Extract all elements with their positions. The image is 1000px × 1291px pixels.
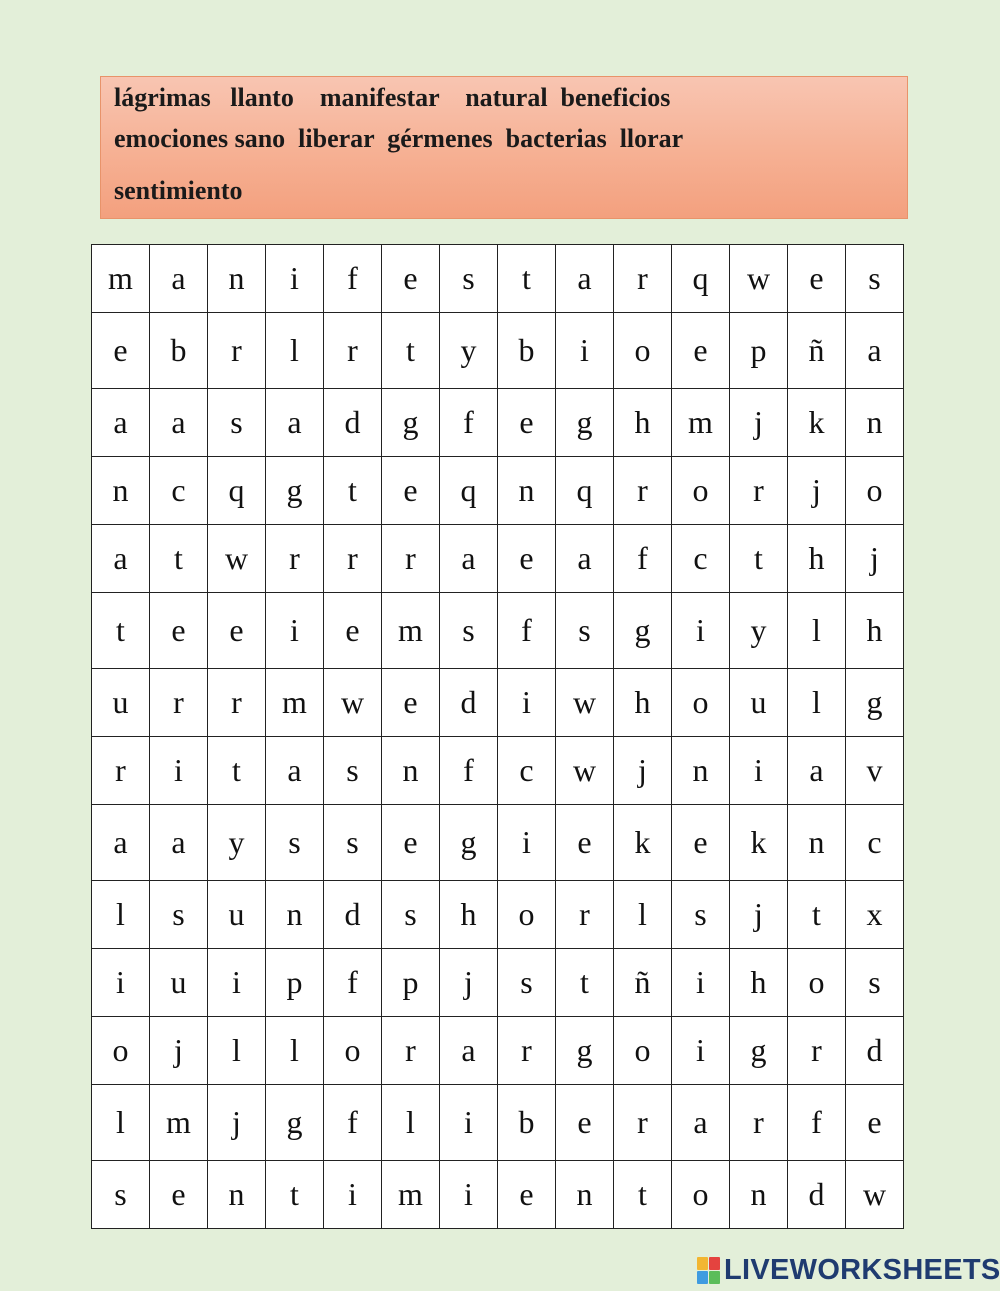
grid-cell[interactable]: l bbox=[382, 1085, 440, 1161]
grid-cell[interactable]: r bbox=[324, 525, 382, 593]
grid-cell[interactable]: a bbox=[846, 313, 904, 389]
grid-cell[interactable]: b bbox=[498, 313, 556, 389]
grid-cell[interactable]: d bbox=[788, 1161, 846, 1229]
grid-cell[interactable]: o bbox=[672, 1161, 730, 1229]
grid-cell[interactable]: a bbox=[150, 389, 208, 457]
grid-cell[interactable]: w bbox=[324, 669, 382, 737]
grid-cell[interactable]: e bbox=[498, 1161, 556, 1229]
grid-cell[interactable]: c bbox=[150, 457, 208, 525]
grid-cell[interactable]: n bbox=[208, 1161, 266, 1229]
grid-cell[interactable]: e bbox=[672, 805, 730, 881]
grid-cell[interactable]: d bbox=[324, 389, 382, 457]
grid-cell[interactable]: l bbox=[92, 881, 150, 949]
grid-cell[interactable]: u bbox=[208, 881, 266, 949]
grid-cell[interactable]: i bbox=[556, 313, 614, 389]
grid-cell[interactable]: e bbox=[150, 593, 208, 669]
grid-cell[interactable]: s bbox=[498, 949, 556, 1017]
grid-cell[interactable]: n bbox=[266, 881, 324, 949]
grid-cell[interactable]: i bbox=[324, 1161, 382, 1229]
grid-row bbox=[92, 1161, 904, 1229]
grid-row bbox=[92, 525, 904, 593]
grid-cell[interactable]: e bbox=[382, 805, 440, 881]
grid-cell[interactable]: i bbox=[208, 949, 266, 1017]
grid-cell[interactable]: t bbox=[614, 1161, 672, 1229]
grid-cell[interactable]: r bbox=[150, 669, 208, 737]
grid-cell[interactable]: s bbox=[440, 593, 498, 669]
grid-cell[interactable]: j bbox=[208, 1085, 266, 1161]
grid-cell[interactable]: e bbox=[846, 1085, 904, 1161]
grid-cell[interactable]: u bbox=[150, 949, 208, 1017]
grid-row bbox=[92, 593, 904, 669]
grid-cell[interactable]: l bbox=[266, 1017, 324, 1085]
grid-cell[interactable]: j bbox=[440, 949, 498, 1017]
grid-cell[interactable]: w bbox=[208, 525, 266, 593]
grid-cell[interactable]: y bbox=[440, 313, 498, 389]
logo-block bbox=[709, 1257, 720, 1270]
grid-cell[interactable]: t bbox=[266, 1161, 324, 1229]
logo-text: LIVEWORKSHEETS bbox=[724, 1254, 1000, 1286]
grid-cell[interactable]: f bbox=[614, 525, 672, 593]
grid-cell[interactable]: j bbox=[846, 525, 904, 593]
grid-cell[interactable]: g bbox=[556, 389, 614, 457]
grid-cell[interactable]: w bbox=[730, 245, 788, 313]
grid-cell[interactable]: r bbox=[614, 245, 672, 313]
grid-cell[interactable]: i bbox=[92, 949, 150, 1017]
grid-cell[interactable]: l bbox=[92, 1085, 150, 1161]
grid-cell[interactable]: o bbox=[614, 313, 672, 389]
grid-cell[interactable]: g bbox=[266, 457, 324, 525]
grid-cell[interactable]: h bbox=[730, 949, 788, 1017]
grid-cell[interactable]: ñ bbox=[614, 949, 672, 1017]
grid-cell[interactable]: e bbox=[382, 669, 440, 737]
grid-cell[interactable]: s bbox=[92, 1161, 150, 1229]
grid-cell[interactable]: s bbox=[208, 389, 266, 457]
grid-cell[interactable]: m bbox=[150, 1085, 208, 1161]
grid-cell[interactable]: n bbox=[382, 737, 440, 805]
grid-cell[interactable]: k bbox=[614, 805, 672, 881]
grid-cell[interactable]: c bbox=[846, 805, 904, 881]
grid-cell[interactable]: a bbox=[150, 245, 208, 313]
grid-cell[interactable]: a bbox=[266, 389, 324, 457]
grid-cell[interactable]: g bbox=[846, 669, 904, 737]
grid-cell[interactable]: e bbox=[672, 313, 730, 389]
grid-cell[interactable]: t bbox=[788, 881, 846, 949]
grid-cell[interactable]: o bbox=[788, 949, 846, 1017]
grid-cell[interactable]: i bbox=[266, 245, 324, 313]
grid-cell[interactable]: t bbox=[498, 245, 556, 313]
word-bank-line: emociones sano liberar gérmenes bacterias llorar bbox=[114, 124, 684, 153]
grid-cell[interactable]: m bbox=[266, 669, 324, 737]
grid-cell[interactable]: r bbox=[498, 1017, 556, 1085]
grid-cell[interactable]: p bbox=[382, 949, 440, 1017]
grid-cell[interactable]: e bbox=[556, 805, 614, 881]
grid-row bbox=[92, 245, 904, 313]
grid-cell[interactable]: r bbox=[614, 457, 672, 525]
grid-cell[interactable]: r bbox=[208, 313, 266, 389]
grid-cell[interactable]: l bbox=[614, 881, 672, 949]
grid-cell[interactable]: o bbox=[614, 1017, 672, 1085]
grid-cell[interactable]: f bbox=[324, 245, 382, 313]
grid-cell[interactable]: r bbox=[266, 525, 324, 593]
grid-cell[interactable]: s bbox=[672, 881, 730, 949]
grid-cell[interactable]: a bbox=[556, 525, 614, 593]
grid-cell[interactable]: s bbox=[846, 245, 904, 313]
grid-cell[interactable]: r bbox=[614, 1085, 672, 1161]
grid-cell[interactable]: a bbox=[440, 525, 498, 593]
grid-cell[interactable]: r bbox=[788, 1017, 846, 1085]
grid-cell[interactable]: o bbox=[92, 1017, 150, 1085]
grid-cell[interactable]: v bbox=[846, 737, 904, 805]
liveworksheets-logo bbox=[697, 1254, 1000, 1287]
grid-cell[interactable]: r bbox=[556, 881, 614, 949]
grid-cell[interactable]: i bbox=[440, 1085, 498, 1161]
logo-block bbox=[697, 1257, 708, 1270]
grid-row bbox=[92, 737, 904, 805]
grid-cell[interactable]: a bbox=[92, 805, 150, 881]
grid-cell[interactable]: p bbox=[266, 949, 324, 1017]
grid-cell[interactable]: t bbox=[92, 593, 150, 669]
grid-cell[interactable]: o bbox=[672, 457, 730, 525]
grid-cell[interactable]: e bbox=[92, 313, 150, 389]
grid-cell[interactable]: t bbox=[382, 313, 440, 389]
grid-cell[interactable]: j bbox=[788, 457, 846, 525]
grid-cell[interactable]: a bbox=[440, 1017, 498, 1085]
grid-cell[interactable]: i bbox=[440, 1161, 498, 1229]
grid-cell[interactable]: t bbox=[730, 525, 788, 593]
grid-cell[interactable]: r bbox=[730, 457, 788, 525]
grid-row bbox=[92, 457, 904, 525]
grid-cell[interactable]: c bbox=[498, 737, 556, 805]
grid-row bbox=[92, 389, 904, 457]
grid-cell[interactable]: d bbox=[846, 1017, 904, 1085]
grid-cell[interactable]: e bbox=[556, 1085, 614, 1161]
logo-blocks-icon bbox=[697, 1257, 720, 1284]
grid-cell[interactable]: x bbox=[846, 881, 904, 949]
grid-cell[interactable]: o bbox=[672, 669, 730, 737]
grid-cell[interactable]: r bbox=[208, 669, 266, 737]
grid-cell[interactable]: g bbox=[440, 805, 498, 881]
grid-cell[interactable]: f bbox=[788, 1085, 846, 1161]
grid-cell[interactable]: a bbox=[92, 389, 150, 457]
grid-cell[interactable]: f bbox=[440, 389, 498, 457]
grid-cell[interactable]: a bbox=[672, 1085, 730, 1161]
grid-cell[interactable]: g bbox=[382, 389, 440, 457]
grid-cell[interactable]: e bbox=[382, 457, 440, 525]
grid-cell[interactable]: s bbox=[440, 245, 498, 313]
grid-cell[interactable]: i bbox=[730, 737, 788, 805]
grid-cell[interactable]: j bbox=[730, 389, 788, 457]
grid-cell[interactable]: n bbox=[672, 737, 730, 805]
grid-cell[interactable]: s bbox=[324, 737, 382, 805]
grid-cell[interactable]: n bbox=[846, 389, 904, 457]
grid-cell[interactable]: h bbox=[614, 389, 672, 457]
grid-cell[interactable]: g bbox=[556, 1017, 614, 1085]
grid-cell[interactable]: h bbox=[846, 593, 904, 669]
grid-cell[interactable]: i bbox=[266, 593, 324, 669]
grid-cell[interactable]: r bbox=[324, 313, 382, 389]
grid-cell[interactable]: i bbox=[498, 805, 556, 881]
grid-cell[interactable]: o bbox=[846, 457, 904, 525]
grid-cell[interactable]: w bbox=[846, 1161, 904, 1229]
word-search-grid bbox=[91, 244, 904, 1229]
grid-cell[interactable]: y bbox=[208, 805, 266, 881]
grid-cell[interactable]: e bbox=[498, 525, 556, 593]
grid-cell[interactable]: e bbox=[208, 593, 266, 669]
grid-cell[interactable]: l bbox=[788, 593, 846, 669]
grid-cell[interactable]: s bbox=[556, 593, 614, 669]
grid-cell[interactable]: k bbox=[788, 389, 846, 457]
grid-cell[interactable]: p bbox=[730, 313, 788, 389]
grid-cell[interactable]: t bbox=[208, 737, 266, 805]
grid-cell[interactable]: e bbox=[150, 1161, 208, 1229]
grid-cell[interactable]: j bbox=[614, 737, 672, 805]
grid-cell[interactable]: h bbox=[440, 881, 498, 949]
grid-cell[interactable]: y bbox=[730, 593, 788, 669]
grid-cell[interactable]: d bbox=[324, 881, 382, 949]
grid-cell[interactable]: i bbox=[672, 593, 730, 669]
grid-cell[interactable]: l bbox=[266, 313, 324, 389]
grid-row bbox=[92, 949, 904, 1017]
grid-cell[interactable]: a bbox=[150, 805, 208, 881]
grid-cell[interactable]: q bbox=[672, 245, 730, 313]
grid-cell[interactable]: i bbox=[672, 949, 730, 1017]
logo-block bbox=[709, 1271, 720, 1284]
grid-cell[interactable]: s bbox=[150, 881, 208, 949]
grid-cell[interactable]: a bbox=[92, 525, 150, 593]
grid-cell[interactable]: i bbox=[498, 669, 556, 737]
grid-cell[interactable]: o bbox=[498, 881, 556, 949]
grid-cell[interactable]: m bbox=[672, 389, 730, 457]
grid-cell[interactable]: e bbox=[788, 245, 846, 313]
grid-cell[interactable]: b bbox=[150, 313, 208, 389]
grid-cell[interactable]: ñ bbox=[788, 313, 846, 389]
grid-cell[interactable]: n bbox=[788, 805, 846, 881]
grid-cell[interactable]: n bbox=[498, 457, 556, 525]
grid-cell[interactable]: d bbox=[440, 669, 498, 737]
grid-row bbox=[92, 881, 904, 949]
grid-cell[interactable]: o bbox=[324, 1017, 382, 1085]
grid-cell[interactable]: n bbox=[730, 1161, 788, 1229]
grid-cell[interactable]: g bbox=[266, 1085, 324, 1161]
grid-cell[interactable]: g bbox=[730, 1017, 788, 1085]
grid-cell[interactable]: e bbox=[382, 245, 440, 313]
grid-cell[interactable]: u bbox=[730, 669, 788, 737]
grid-cell[interactable]: i bbox=[150, 737, 208, 805]
grid-cell[interactable]: w bbox=[556, 737, 614, 805]
grid-cell[interactable]: a bbox=[788, 737, 846, 805]
grid-cell[interactable]: f bbox=[440, 737, 498, 805]
grid-cell[interactable]: q bbox=[440, 457, 498, 525]
grid-cell[interactable]: r bbox=[730, 1085, 788, 1161]
word-bank-line: lágrimas llanto manifestar natural beneficios bbox=[114, 83, 671, 112]
grid-cell[interactable]: n bbox=[92, 457, 150, 525]
grid-cell[interactable]: m bbox=[92, 245, 150, 313]
grid-cell[interactable]: e bbox=[324, 593, 382, 669]
grid-row bbox=[92, 1085, 904, 1161]
grid-cell[interactable]: a bbox=[556, 245, 614, 313]
grid-cell[interactable]: e bbox=[498, 389, 556, 457]
grid-cell[interactable]: s bbox=[324, 805, 382, 881]
grid-cell[interactable]: l bbox=[788, 669, 846, 737]
grid-cell[interactable]: l bbox=[208, 1017, 266, 1085]
grid-cell[interactable]: q bbox=[208, 457, 266, 525]
grid-cell[interactable]: s bbox=[266, 805, 324, 881]
grid-cell[interactable]: k bbox=[730, 805, 788, 881]
word-bank-box bbox=[100, 76, 908, 219]
grid-cell[interactable]: f bbox=[498, 593, 556, 669]
logo-block bbox=[697, 1271, 708, 1284]
grid-cell[interactable]: s bbox=[382, 881, 440, 949]
grid-cell[interactable]: n bbox=[208, 245, 266, 313]
grid-cell[interactable]: f bbox=[324, 949, 382, 1017]
grid-cell[interactable]: q bbox=[556, 457, 614, 525]
grid-cell[interactable]: m bbox=[382, 593, 440, 669]
grid-cell[interactable]: h bbox=[788, 525, 846, 593]
grid-cell[interactable]: n bbox=[556, 1161, 614, 1229]
grid-cell[interactable]: f bbox=[324, 1085, 382, 1161]
grid-cell[interactable]: r bbox=[382, 1017, 440, 1085]
grid-cell[interactable]: g bbox=[614, 593, 672, 669]
grid-row bbox=[92, 1017, 904, 1085]
grid-cell[interactable]: r bbox=[92, 737, 150, 805]
grid-cell[interactable]: r bbox=[382, 525, 440, 593]
grid-cell[interactable]: w bbox=[556, 669, 614, 737]
grid-row bbox=[92, 669, 904, 737]
word-bank-line: sentimiento bbox=[114, 176, 243, 205]
grid-cell[interactable]: c bbox=[672, 525, 730, 593]
grid-cell[interactable]: i bbox=[672, 1017, 730, 1085]
grid-cell[interactable]: m bbox=[382, 1161, 440, 1229]
grid-cell[interactable]: j bbox=[730, 881, 788, 949]
grid-cell[interactable]: j bbox=[150, 1017, 208, 1085]
grid-cell[interactable]: t bbox=[150, 525, 208, 593]
grid-cell[interactable]: u bbox=[92, 669, 150, 737]
grid-cell[interactable]: s bbox=[846, 949, 904, 1017]
grid-row bbox=[92, 805, 904, 881]
grid-cell[interactable]: h bbox=[614, 669, 672, 737]
grid-cell[interactable]: t bbox=[556, 949, 614, 1017]
grid-cell[interactable]: t bbox=[324, 457, 382, 525]
grid-cell[interactable]: b bbox=[498, 1085, 556, 1161]
grid-row bbox=[92, 313, 904, 389]
grid-cell[interactable]: a bbox=[266, 737, 324, 805]
